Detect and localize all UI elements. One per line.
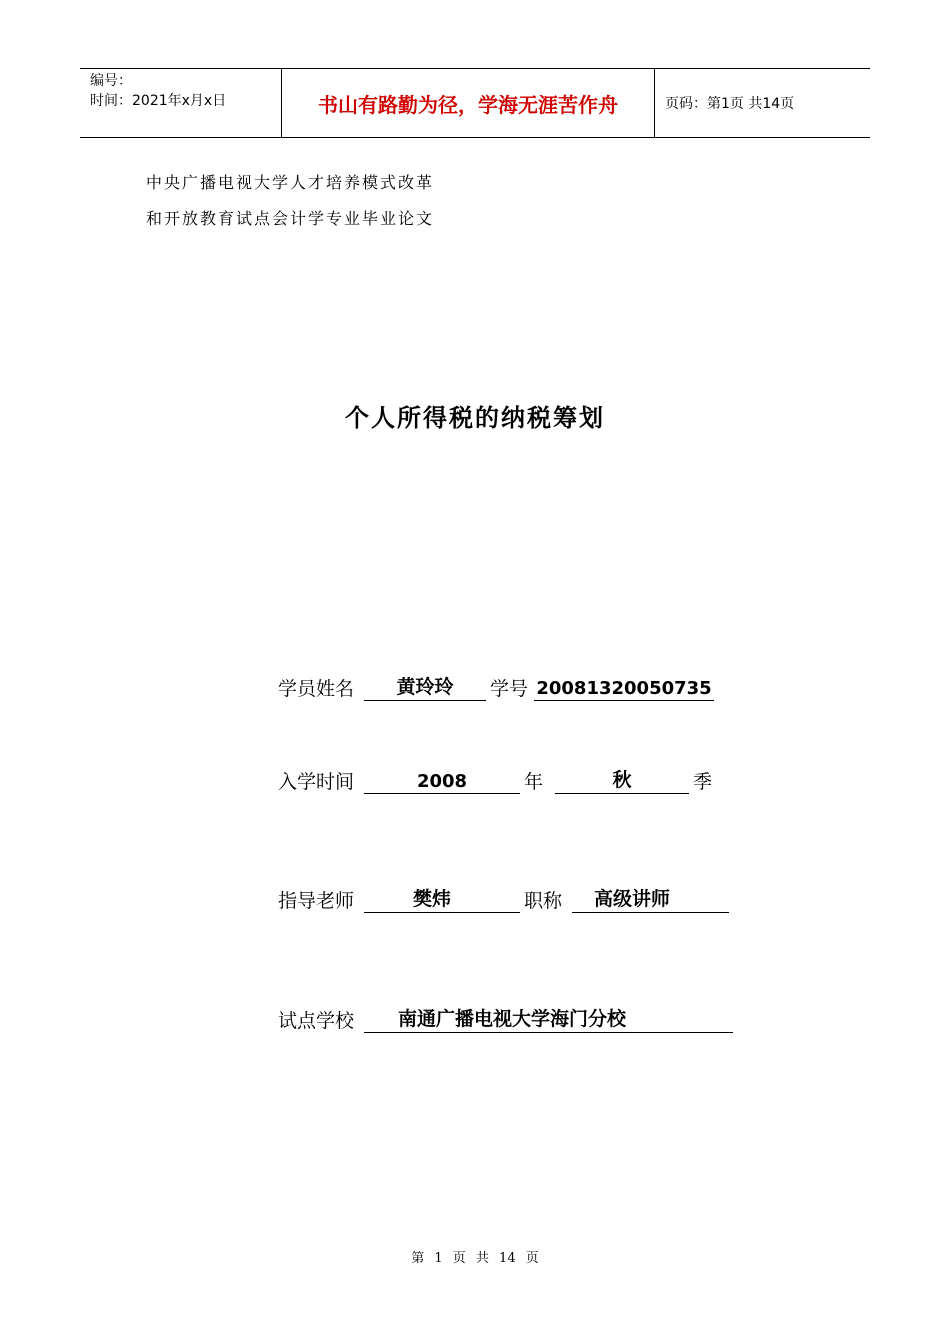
student-row: [278, 672, 714, 701]
header-table: [80, 68, 870, 138]
thesis-title: 个人所得税的纳税筹划: [345, 403, 605, 432]
season-value: 秋: [555, 765, 689, 794]
student-name-label: 学员姓名: [278, 678, 355, 700]
enroll-year-value: 2008: [364, 771, 520, 794]
motto-text: 书山有路勤为径，学海无涯苦作舟: [318, 92, 618, 117]
advisor-row: [278, 884, 729, 913]
header-motto-cell: [282, 69, 655, 137]
header-page-cell: [655, 69, 870, 137]
advisor-value: 樊炜: [364, 884, 520, 913]
advisor-label: 指导老师: [278, 890, 355, 912]
year-suffix: 年: [524, 771, 544, 793]
org-line-2: 和开放教育试点会计学专业毕业论文: [146, 209, 435, 228]
student-id-value: 20081320050735: [534, 678, 714, 701]
page-info: 页码：第1页 共14页: [665, 96, 795, 112]
enroll-row: [278, 765, 718, 794]
rank-label: 职称: [524, 890, 563, 912]
header-meta-cell: [80, 69, 282, 137]
school-row: [278, 1004, 733, 1033]
page-footer: 第 1 页 共 14 页: [411, 1251, 539, 1266]
student-name-value: 黄玲玲: [364, 672, 486, 701]
student-id-label: 学号: [490, 678, 529, 700]
rank-value: 高级讲师: [572, 884, 729, 913]
season-suffix: 季: [693, 771, 713, 793]
document-date: 时间：2021年x月x日: [90, 93, 227, 109]
document-number-label: 编号：: [90, 73, 132, 89]
school-value: 南通广播电视大学海门分校: [364, 1004, 733, 1033]
org-line-1: 中央广播电视大学人才培养模式改革: [146, 173, 435, 192]
enroll-label: 入学时间: [278, 771, 355, 793]
school-label: 试点学校: [278, 1010, 355, 1032]
